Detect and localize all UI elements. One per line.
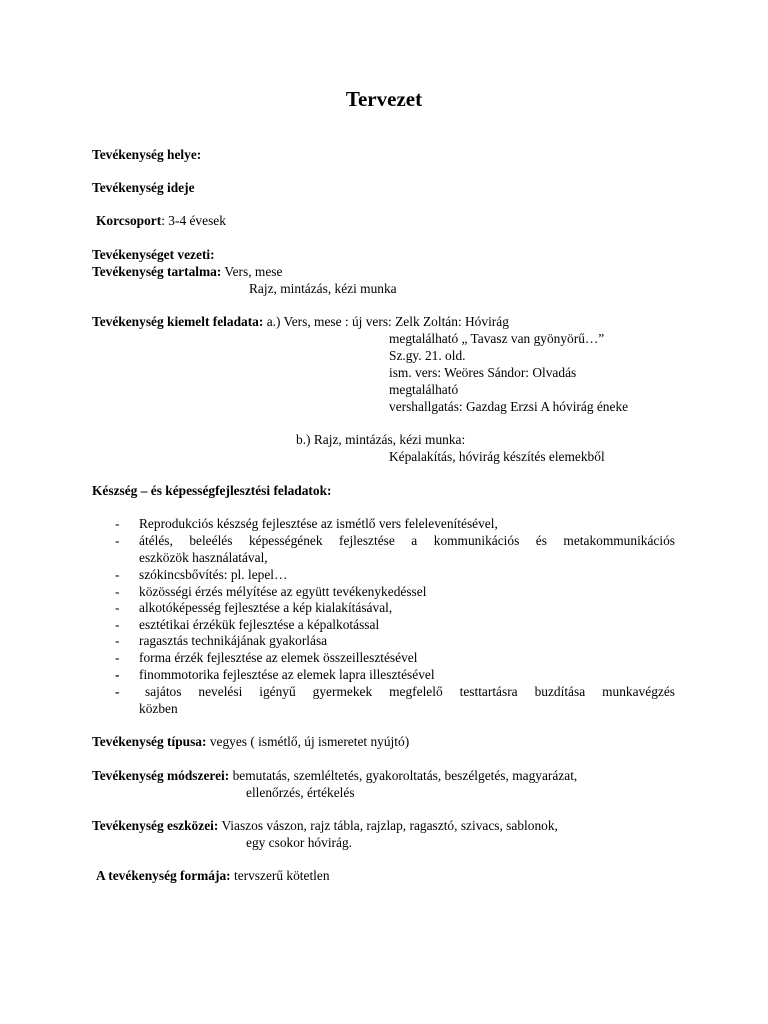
tipusa-value: vegyes ( ismétlő, új ismeretet nyújtó) (209, 734, 410, 749)
eszkozei-row (92, 817, 558, 834)
list-item: átélés, beleélés képességének fejlesztése a kommunikációs és metakommunikációs (139, 533, 675, 548)
keszseg-heading: Készség – és képességfejlesztési feladatok: (92, 483, 332, 498)
tartalma-line-2: Rajz, mintázás, kézi munka (249, 281, 397, 296)
modszerei-line-1: bemutatás, szemléltetés, gyakoroltatás, beszélgetés, magyarázat, (232, 768, 578, 783)
modszerei-row (92, 767, 577, 784)
list-item-continuation: közben (139, 701, 178, 716)
bullet-dash: - (115, 516, 120, 531)
list-item: Reprodukciós készség fejlesztése az ismétlő vers felelevenítésével, (139, 516, 498, 531)
bullet-dash: - (115, 567, 120, 582)
list-item: esztétikai érzékük fejlesztése a képalkotással (139, 617, 380, 632)
bullet-dash: - (115, 584, 120, 599)
ideje-label: Tevékenység ideje (92, 180, 195, 195)
page-title: Tervezet (345, 87, 423, 111)
tartalma-row (92, 263, 282, 280)
list-item: ragasztás technikájának gyakorlása (139, 633, 328, 648)
list-item: közösségi érzés mélyítése az együtt tevékenykedéssel (139, 584, 427, 599)
korcsoport-label: Korcsoport (96, 213, 162, 228)
kiemelt-a-line-1: megtalálható „ Tavasz van gyönyörű…” (389, 331, 605, 346)
modszerei-label: Tevékenység módszerei: (92, 768, 230, 783)
kiemelt-a-line-4: megtalálható (389, 382, 459, 397)
formaja-label: A tevékenység formája: (96, 868, 231, 883)
formaja-row (96, 867, 330, 884)
eszkozei-line-2: egy csokor hóvirág. (246, 835, 352, 850)
formaja-value: tervszerű kötetlen (233, 868, 330, 883)
bullet-dash: - (115, 650, 120, 665)
tartalma-label: Tevékenység tartalma: (92, 264, 222, 279)
kiemelt-a-line-3: ism. vers: Weöres Sándor: Olvadás (389, 365, 577, 380)
list-item: forma érzék fejlesztése az elemek összeillesztésével (139, 650, 418, 665)
kiemelt-a-line-2: Sz.gy. 21. old. (389, 348, 466, 363)
bullet-dash: - (115, 617, 120, 632)
list-item-continuation: eszközök használatával, (139, 550, 268, 565)
eszkozei-line-1: Viaszos vászon, rajz tábla, rajzlap, ragasztó, szivacs, sablonok, (221, 818, 558, 833)
kiemelt-a-line-5: vershallgatás: Gazdag Erzsi A hóvirág éneke (389, 399, 629, 414)
kiemelt-label: Tevékenység kiemelt feladata: (92, 314, 264, 329)
list-item: sajátos nevelési igényű gyermekek megfelelő testtartásra buzdítása munkavégzés (145, 684, 675, 699)
korcsoport-row (96, 212, 226, 229)
tipusa-label: Tevékenység típusa: (92, 734, 207, 749)
bullet-dash: - (115, 633, 120, 648)
kiemelt-b-head: b.) Rajz, mintázás, kézi munka: (296, 432, 466, 447)
kiemelt-b-line-1: Képalakítás, hóvirág készítés elemekből (389, 449, 605, 464)
korcsoport-value: : 3-4 évesek (161, 213, 226, 228)
list-item: szókincsbővítés: pl. lepel… (139, 567, 288, 582)
bullet-dash: - (115, 667, 120, 682)
kiemelt-a-head: a.) Vers, mese : új vers: Zelk Zoltán: Hóvirág (266, 314, 509, 329)
modszerei-line-2: ellenőrzés, értékelés (246, 785, 355, 800)
tartalma-line-1: Vers, mese (224, 264, 283, 279)
vezeti-label: Tevékenységet vezeti: (92, 247, 215, 262)
bullet-dash: - (115, 684, 120, 699)
bullet-dash: - (115, 533, 120, 548)
helye-label: Tevékenység helye: (92, 147, 202, 162)
list-item: alkotóképesség fejlesztése a kép kialakításával, (139, 600, 393, 615)
eszkozei-label: Tevékenység eszközei: (92, 818, 219, 833)
kiemelt-row (92, 313, 509, 330)
bullet-dash: - (115, 600, 120, 615)
list-item: finommotorika fejlesztése az elemek lapra illesztésével (139, 667, 435, 682)
tipusa-row (92, 733, 409, 750)
